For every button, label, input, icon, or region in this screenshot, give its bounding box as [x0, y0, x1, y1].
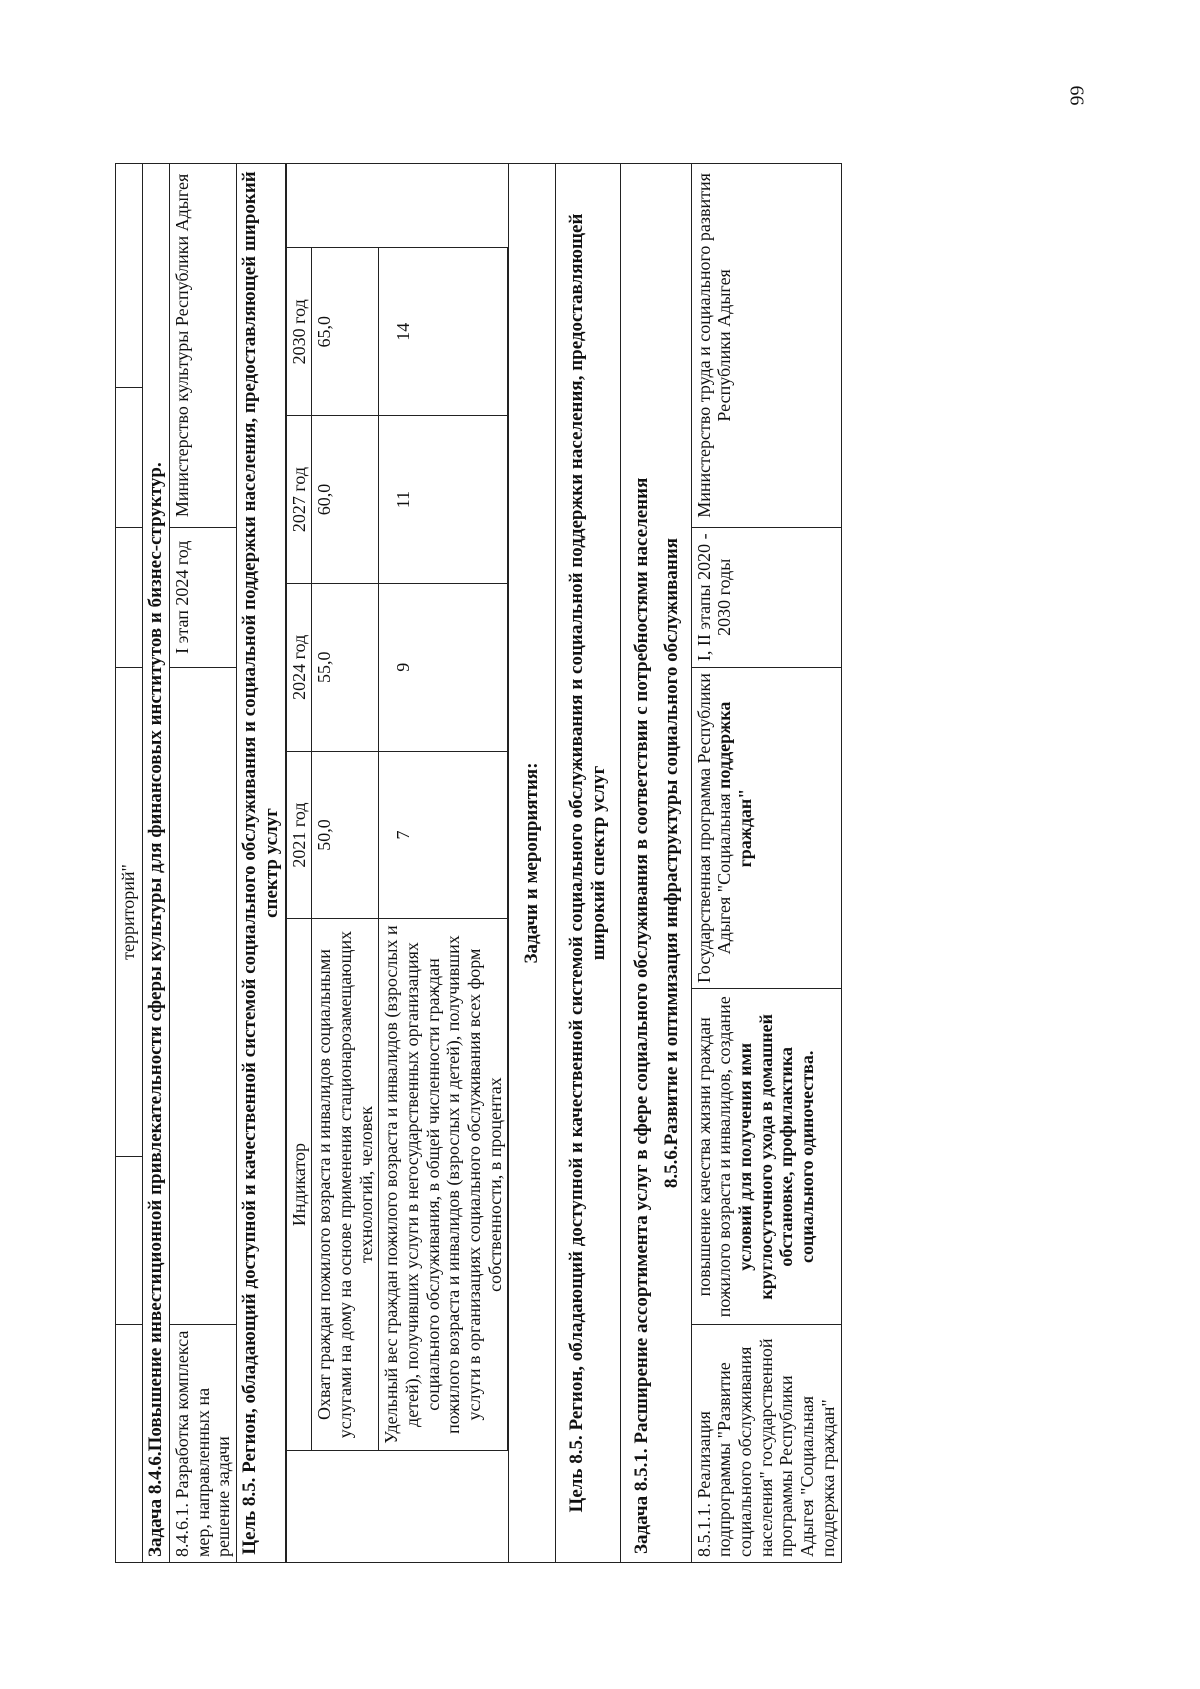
item-8511-period: I, II этапы 2020 - 2030 годы [691, 527, 841, 667]
goal-85-repeat-title: Цель 8.5. Регион, обладающий доступной и качественной системой социального обслуживания и социальной поддержки населения, предоставляющей широкий спектр услуг [556, 164, 621, 1563]
tasks-header-row [509, 164, 556, 1563]
item-8511-row [691, 164, 841, 1563]
year-2027-header: 2027 год [286, 416, 312, 584]
year-2021-header: 2021 год [286, 751, 312, 919]
indicator-name: Удельный вес граждан пожилого возраста и инвалидов (взрослых и детей), получивших услуги в негосударственных организациях социального обслуживания, в общей численности граждан пожилого возраста и инвалидов (взрослых и детей), получивших услуги в организациях социального обслуживания всех форм собственности, в процентах [379, 919, 508, 1450]
indicator-value: 7 [379, 751, 508, 919]
item-8511-executor: Министерство труда и социального развития Республики Адыгея [691, 164, 841, 528]
rotated-table-sheet [115, 163, 1055, 1563]
task-846-row [143, 164, 170, 1563]
indicator-name: Охват граждан пожилого возраста и инвалидов социальными услугами на дому на основе применения стационарозамещающих технологий, человек [312, 919, 379, 1450]
item-8511-result: повышение качества жизни граждан пожилого возраста и инвалидов, создание условий для получения ими круглосуточного ухода в домашней обстановке, профилактика социального одиночества. [691, 989, 841, 1325]
item-8511-program: Государственная программа Республики Адыгея "Социальная поддержка граждан" [691, 667, 841, 989]
indicator-header: Индикатор [286, 919, 312, 1450]
indicator-value: 55,0 [312, 583, 379, 751]
territory-cell: территорий" [116, 667, 143, 1157]
indicator-value: 11 [379, 416, 508, 584]
tasks-header: Задачи и мероприятия: [509, 164, 556, 1563]
continuation-row [116, 164, 143, 1563]
year-2030-header: 2030 год [286, 248, 312, 416]
section-856-row [657, 164, 691, 1563]
indicator-value: 65,0 [312, 248, 379, 416]
item-8461-period: I этап 2024 год [169, 527, 236, 667]
goal-85-title: Цель 8.5. Регион, обладающий доступной и качественной системой социального обслуживания и социальной поддержки населения, предоставляющей широкий спектр услуг [236, 164, 285, 1563]
item-8511-name: 8.5.1.1. Реализация подпрограммы "Развитие социального обслуживания населения" государственной программы Республики Адыгея "Социальная поддержка граждан" [691, 1325, 841, 1563]
goal-85-repeat-row [556, 164, 621, 1563]
item-8461-executor: Министерство культуры Республики Адыгея [169, 164, 236, 528]
year-2024-header: 2024 год [286, 583, 312, 751]
task-851-title: Задача 8.5.1. Расширение ассортимента услуг в сфере социального обслуживания в соответствии с потребностями населения [621, 164, 657, 1563]
item-8461-name: 8.4.6.1. Разработка комплекса мер, направленных на решение задачи [169, 1325, 236, 1563]
indicator-row [379, 164, 508, 1562]
task-851-row [621, 164, 657, 1563]
item-8461-row [169, 164, 236, 1563]
indicator-value: 14 [379, 248, 508, 416]
indicators-header-row [286, 164, 312, 1562]
indicators-table [286, 164, 509, 1562]
plan-table [115, 163, 842, 1563]
indicator-value: 50,0 [312, 751, 379, 919]
section-856-title: 8.5.6.Развитие и оптимизация инфраструктуры социального обслуживания [657, 164, 691, 1563]
indicators-wrapper-row [285, 164, 509, 1563]
indicator-value: 9 [379, 583, 508, 751]
task-846-title: Задача 8.4.6.Повышение инвестиционной привлекательности сферы культуры для финансовых институтов и бизнес-структур. [143, 164, 170, 1563]
indicator-row [312, 164, 379, 1562]
page-number: 66 [1065, 85, 1088, 106]
indicator-value: 60,0 [312, 416, 379, 584]
goal-85-row [236, 164, 285, 1563]
